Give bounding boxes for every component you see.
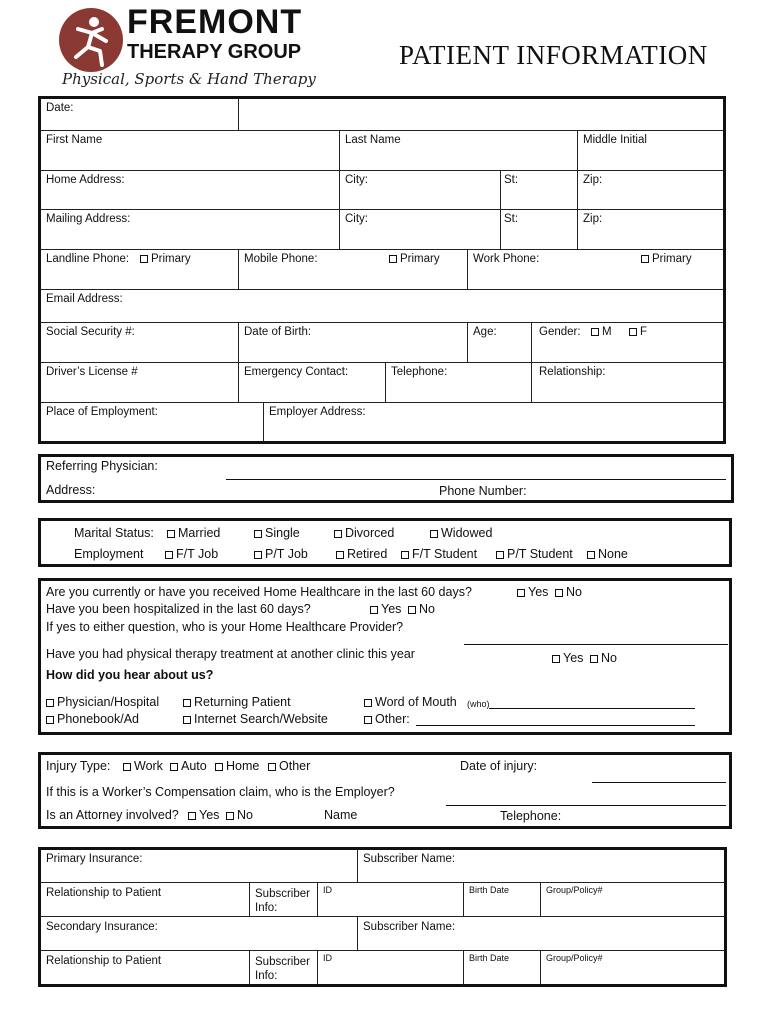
- primary-group-policy-field[interactable]: Group/Policy#: [546, 885, 603, 895]
- pt-job-checkbox[interactable]: P/T Job: [252, 547, 308, 562]
- other-source-checkbox[interactable]: Other:: [362, 712, 410, 727]
- checkbox-icon: [517, 589, 525, 597]
- injury-work-checkbox[interactable]: Work: [121, 759, 163, 774]
- home-healthcare-question: Are you currently or have you received Home Healthcare in the last 60 days?: [46, 585, 472, 599]
- checkbox-icon: [188, 812, 196, 820]
- logo-name: FREMONT: [127, 3, 303, 41]
- secondary-birth-date-field[interactable]: Birth Date: [469, 953, 510, 963]
- checkbox-icon: [555, 589, 563, 597]
- widowed-checkbox[interactable]: Widowed: [428, 526, 492, 541]
- who-label: (who): [467, 699, 490, 709]
- secondary-group-policy-field[interactable]: Group/Policy#: [546, 953, 603, 963]
- checkbox-icon: [364, 716, 372, 724]
- q1-yes-checkbox[interactable]: Yes: [515, 585, 548, 600]
- mobile-primary-checkbox[interactable]: Primary: [387, 252, 440, 266]
- secondary-subscriber-name-field[interactable]: Subscriber Name:: [363, 921, 456, 933]
- checkbox-icon: [364, 699, 372, 707]
- secondary-id-field[interactable]: ID: [323, 953, 332, 963]
- q4-no-checkbox[interactable]: No: [588, 651, 617, 666]
- checkbox-icon: [123, 763, 131, 771]
- checkbox-icon: [167, 530, 175, 538]
- gender-f-checkbox[interactable]: F: [627, 325, 647, 339]
- single-checkbox[interactable]: Single: [252, 526, 300, 541]
- dob-field[interactable]: Date of Birth:: [244, 326, 312, 338]
- healthcare-provider-question: If yes to either question, who is your Home Healthcare Provider?: [46, 620, 404, 634]
- gender-label: Gender:: [539, 326, 581, 338]
- landline-primary-checkbox[interactable]: Primary: [138, 252, 191, 266]
- ft-student-checkbox[interactable]: F/T Student: [399, 547, 477, 562]
- checkbox-icon: [46, 699, 54, 707]
- checkbox-icon: [408, 606, 416, 614]
- home-zip-field[interactable]: Zip:: [583, 174, 603, 186]
- primary-id-field[interactable]: ID: [323, 885, 332, 895]
- divorced-checkbox[interactable]: Divorced: [332, 526, 394, 541]
- ssn-field[interactable]: Social Security #:: [46, 326, 135, 338]
- date-field[interactable]: Date:: [46, 102, 74, 114]
- married-checkbox[interactable]: Married: [165, 526, 220, 541]
- other-source-line[interactable]: [416, 725, 695, 726]
- primary-subscriber-info-label: Subscriber Info:: [255, 888, 310, 914]
- last-name-field[interactable]: Last Name: [345, 134, 401, 146]
- emergency-contact-field[interactable]: Emergency Contact:: [244, 366, 349, 378]
- date-of-injury-field[interactable]: Date of injury:: [460, 759, 538, 773]
- physician-address-field[interactable]: Address:: [46, 483, 96, 497]
- landline-phone-field[interactable]: Landline Phone:: [46, 253, 130, 265]
- home-state-field[interactable]: St:: [504, 174, 519, 186]
- injury-type-label: Injury Type:: [46, 759, 111, 773]
- checkbox-icon: [254, 551, 262, 559]
- checkbox-icon: [591, 328, 599, 336]
- returning-patient-checkbox[interactable]: Returning Patient: [181, 695, 291, 710]
- first-name-field[interactable]: First Name: [46, 134, 103, 146]
- attorney-telephone-field[interactable]: Telephone:: [500, 809, 562, 823]
- none-checkbox[interactable]: None: [585, 547, 628, 562]
- word-of-mouth-line[interactable]: [489, 708, 695, 709]
- mailing-address-field[interactable]: Mailing Address:: [46, 213, 131, 225]
- mailing-state-field[interactable]: St:: [504, 213, 519, 225]
- primary-relationship-field[interactable]: Relationship to Patient: [46, 887, 162, 899]
- checkbox-icon: [389, 255, 397, 263]
- mailing-zip-field[interactable]: Zip:: [583, 213, 603, 225]
- mobile-phone-field[interactable]: Mobile Phone:: [244, 253, 318, 265]
- checkbox-icon: [254, 530, 262, 538]
- checkbox-icon: [268, 763, 276, 771]
- gender-m-checkbox[interactable]: M: [589, 325, 612, 339]
- secondary-insurance-field[interactable]: Secondary Insurance:: [46, 921, 158, 933]
- physician-phone-field[interactable]: Phone Number:: [439, 484, 527, 498]
- checkbox-icon: [590, 655, 598, 663]
- checkbox-icon: [226, 812, 234, 820]
- logo-tagline: Physical, Sports & Hand Therapy: [62, 70, 316, 88]
- checkbox-icon: [587, 551, 595, 559]
- hear-about-us-heading: How did you hear about us?: [46, 668, 214, 682]
- primary-insurance-field[interactable]: Primary Insurance:: [46, 853, 143, 865]
- word-of-mouth-checkbox[interactable]: Word of Mouth: [362, 695, 457, 710]
- logo-subname: THERAPY GROUP: [127, 41, 302, 63]
- attorney-name-field[interactable]: Name: [324, 808, 358, 822]
- checkbox-icon: [552, 655, 560, 663]
- relationship-field[interactable]: Relationship:: [539, 366, 606, 378]
- attorney-yes-checkbox[interactable]: Yes: [186, 808, 219, 823]
- ft-job-checkbox[interactable]: F/T Job: [163, 547, 218, 562]
- email-field[interactable]: Email Address:: [46, 293, 123, 305]
- checkbox-icon: [641, 255, 649, 263]
- other-clinic-question: Have you had physical therapy treatment at another clinic this year: [46, 647, 415, 661]
- date-of-injury-line[interactable]: [592, 782, 726, 783]
- emergency-telephone-field[interactable]: Telephone:: [391, 366, 448, 378]
- page-title: PATIENT INFORMATION: [399, 40, 708, 70]
- physician-hospital-checkbox[interactable]: Physician/Hospital: [44, 695, 159, 710]
- referring-physician-line: [226, 479, 726, 480]
- secondary-subscriber-info-label: Subscriber Info:: [255, 956, 310, 982]
- checkbox-icon: [496, 551, 504, 559]
- checkbox-icon: [370, 606, 378, 614]
- primary-subscriber-name-field[interactable]: Subscriber Name:: [363, 853, 456, 865]
- injury-other-checkbox[interactable]: Other: [266, 759, 310, 774]
- checkbox-icon: [183, 716, 191, 724]
- work-phone-field[interactable]: Work Phone:: [473, 253, 540, 265]
- attorney-no-checkbox[interactable]: No: [224, 808, 253, 823]
- secondary-relationship-field[interactable]: Relationship to Patient: [46, 955, 162, 967]
- workers-comp-question: If this is a Worker’s Compensation claim, who is the Employer?: [46, 785, 395, 799]
- checkbox-icon: [334, 530, 342, 538]
- retired-checkbox[interactable]: Retired: [334, 547, 387, 562]
- work-primary-checkbox[interactable]: Primary: [639, 252, 692, 266]
- checkbox-icon: [336, 551, 344, 559]
- age-field[interactable]: Age:: [473, 326, 497, 338]
- phonebook-checkbox[interactable]: Phonebook/Ad: [44, 712, 139, 727]
- q1-no-checkbox[interactable]: No: [553, 585, 582, 600]
- place-of-employment-field[interactable]: Place of Employment:: [46, 406, 158, 418]
- healthcare-provider-line[interactable]: [464, 644, 728, 645]
- attorney-question: Is an Attorney involved?: [46, 808, 179, 822]
- marital-status-label: Marital Status:: [74, 526, 154, 540]
- primary-birth-date-field[interactable]: Birth Date: [469, 885, 510, 895]
- injury-home-checkbox[interactable]: Home: [213, 759, 259, 774]
- checkbox-icon: [183, 699, 191, 707]
- home-city-field[interactable]: City:: [345, 174, 368, 186]
- checkbox-icon: [215, 763, 223, 771]
- checkbox-icon: [629, 328, 637, 336]
- employer-line[interactable]: [446, 805, 726, 806]
- personal-info-section: [38, 96, 726, 444]
- hospitalized-question: Have you been hospitalized in the last 60 days?: [46, 602, 311, 616]
- logo-runner-icon: [58, 7, 124, 73]
- q2-no-checkbox[interactable]: No: [406, 602, 435, 617]
- q4-yes-checkbox[interactable]: Yes: [550, 651, 583, 666]
- injury-auto-checkbox[interactable]: Auto: [168, 759, 207, 774]
- referring-physician-field[interactable]: Referring Physician:: [46, 459, 158, 473]
- q2-yes-checkbox[interactable]: Yes: [368, 602, 401, 617]
- checkbox-icon: [140, 255, 148, 263]
- mailing-city-field[interactable]: City:: [345, 213, 368, 225]
- checkbox-icon: [165, 551, 173, 559]
- employer-address-field[interactable]: Employer Address:: [269, 406, 366, 418]
- checkbox-icon: [170, 763, 178, 771]
- drivers-license-field[interactable]: Driver’s License #: [46, 366, 138, 378]
- employment-label: Employment: [74, 547, 144, 561]
- middle-initial-field[interactable]: Middle Initial: [583, 134, 647, 146]
- checkbox-icon: [401, 551, 409, 559]
- pt-student-checkbox[interactable]: P/T Student: [494, 547, 573, 562]
- checkbox-icon: [430, 530, 438, 538]
- internet-search-checkbox[interactable]: Internet Search/Website: [181, 712, 328, 727]
- checkbox-icon: [46, 716, 54, 724]
- home-address-field[interactable]: Home Address:: [46, 174, 125, 186]
